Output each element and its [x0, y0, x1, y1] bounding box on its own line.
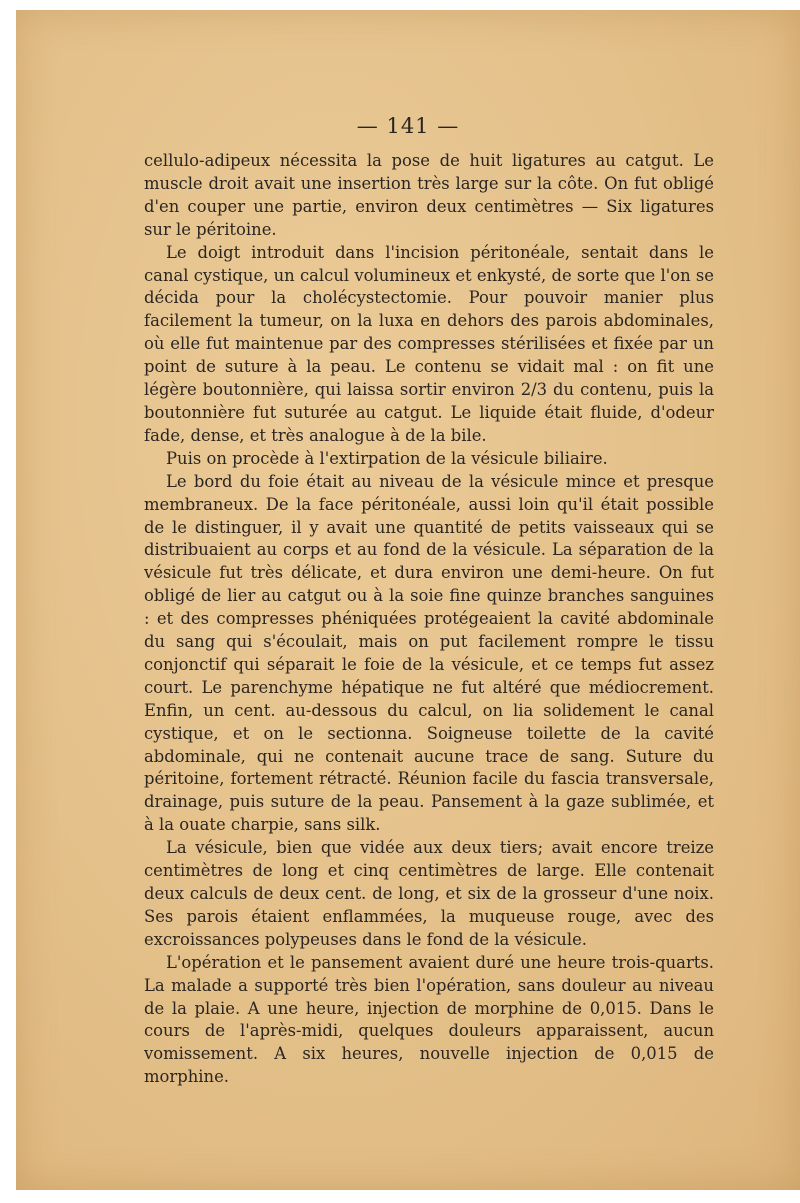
paragraph-5: La vésicule, bien que vidée aux deux tiers; avait encore treize centimètres de long et cinq centimètres de large. Elle contenait deux calculs de deux cent. de long, et six de la grosseur d'une noix. Ses parois étaient enflammées, la muqueuse rouge, avec des excroissances polypeuses dans le fond de la vésicule. — [144, 838, 714, 949]
body-text — [144, 150, 714, 1089]
paragraph-6: L'opération et le pansement avaient duré une heure trois-quarts. La malade a supporté très bien l'opération, sans douleur au niveau de la plaie. A une heure, injection de morphine de 0,015. Dans le cours de l'après-midi, quelques douleurs apparaissent, aucun vomissement. A six heures, nouvelle injection de 0,015 de morphine. — [144, 952, 714, 1087]
paragraph-1: cellulo-adipeux nécessita la pose de huit ligatures au catgut. Le muscle droit avait une insertion très large sur la côte. On fut obligé d'en couper une partie, environ deux centimètres — Six ligatures sur le péritoine. — [144, 151, 714, 239]
paragraph-2: Le doigt introduit dans l'incision péritonéale, sentait dans le canal cystique, un calcul volumineux et enkysté, de sorte que l'on se décida pour la cholécystectomie. Pour pouvoir manier plus facilement la tumeur, on la luxa en dehors des parois abdominales, où elle fut maintenue par des compresses stérilisées et fixée par un point de suture à la peau. Le contenu se vidait mal : on fit une légère boutonnière, qui laissa sortir environ 2/3 du contenu, puis la boutonnière fut suturée au catgut. Le liquide était fluide, d'odeur fade, dense, et très analogue à de la bile. — [144, 242, 714, 445]
book-page — [16, 10, 800, 1190]
page-number: — 141 — — [356, 114, 460, 138]
paragraph-3: Puis on procède à l'extirpation de la vésicule biliaire. — [166, 448, 608, 468]
paragraph-4: Le bord du foie était au niveau de la vésicule mince et presque membraneux. De la face péritonéale, aussi loin qu'il était possible de le distinguer, il y avait une quantité de petits vaisseaux qui se distribuaient au corps et au fond de la vésicule. La séparation de la vésicule fut très délicate, et dura environ une demi-heure. On fut obligé de lier au catgut ou à la soie fine quinze branches sanguines : et des compresses phéniquées protégeaient la cavité abdominale du sang qui s'écoulait, mais on put facilement rompre le tissu conjonctif qui séparait le foie de la vésicule, et ce temps fut assez court. Le parenchyme hépatique ne fut altéré que médiocrement. Enfin, un cent. au-dessous du calcul, on lia solidement le canal cystique, et on le sectionna. Soigneuse toilette de la cavité abdominale, qui ne contenait aucune trace de sang. Suture du péritoine, fortement rétracté. Réunion facile du fascia transversale, drainage, puis suture de la peau. Pansement à la gaze sublimée, et à la ouate charpie, sans silk. — [144, 471, 714, 835]
